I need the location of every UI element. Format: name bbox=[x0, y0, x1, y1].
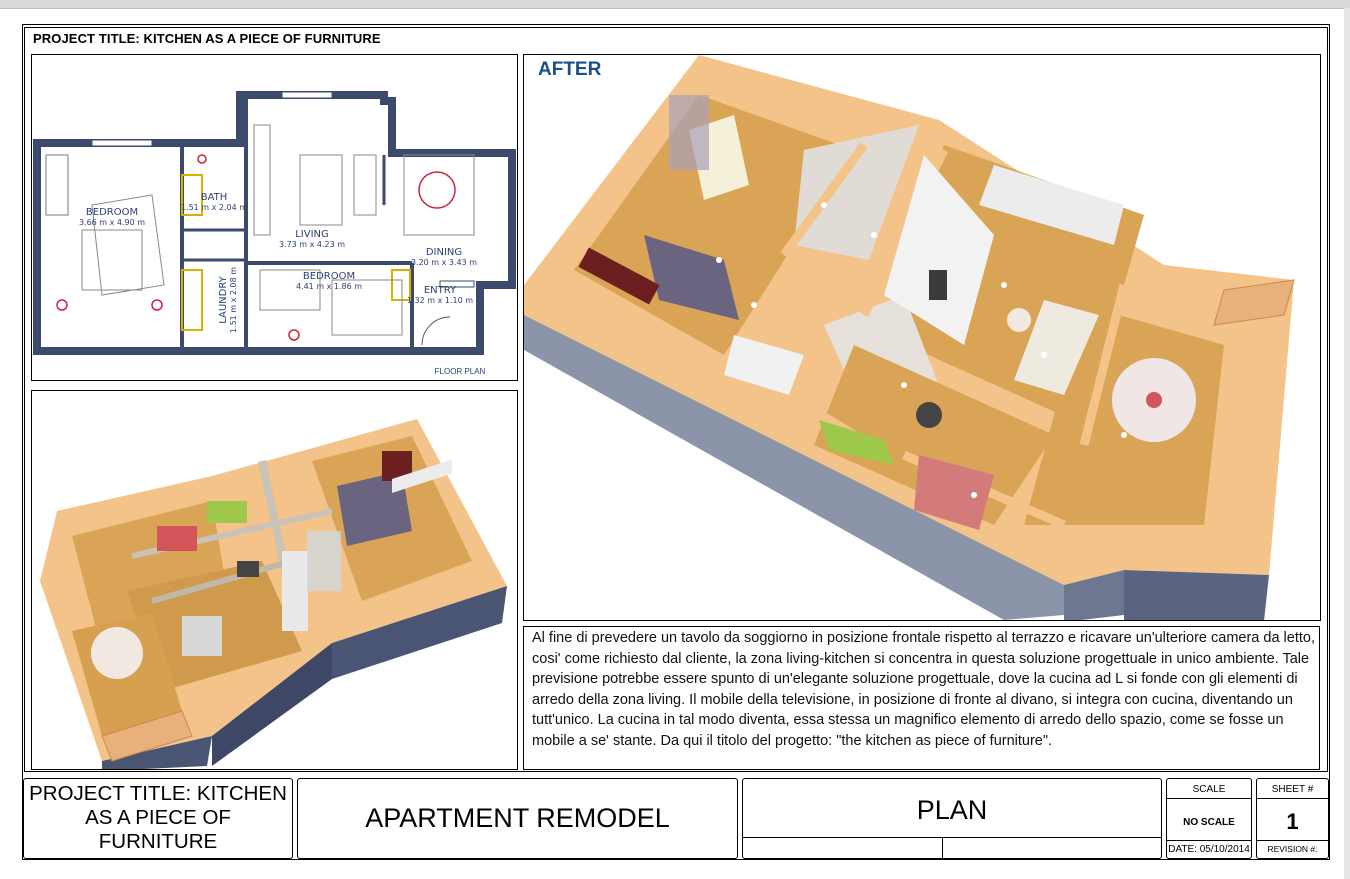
drawing-divider bbox=[743, 837, 1161, 838]
revision-label: REVISION #: bbox=[1267, 844, 1318, 854]
sheet-divider bbox=[1257, 798, 1328, 799]
title-block-sheet bbox=[1256, 778, 1329, 859]
title-block-scale bbox=[1166, 778, 1252, 859]
title-block-drawing bbox=[742, 778, 1162, 859]
project-description: Al fine di prevedere un tavolo da soggiorno in posizione frontale rispetto al terrazzo e ricavare un'ulteriore camera da letto, cosi' come richiesto dal cliente, la zona living-kitchen si concentra in questa soluzione progettuale in unico ambiente. Tale previsione potrebbe essere spunto di un'elegante soluzione progettuale, dove la cucina ad L si fonde con gli elementi di arredo della zona living. Il mobile della televisione, in posizione di fronte al divano, si integra con cucina, diventando un tutt'unico. La cucina in tal modo diventa, essa stessa un magnifico elemento di arredo dello spazio, come se fosse un mobile a se' stante. Da qui il titolo del progetto: "the kitchen as piece of furniture". bbox=[523, 626, 1320, 770]
date-divider bbox=[1167, 840, 1251, 841]
scale-label: SCALE bbox=[1192, 784, 1226, 795]
title-block-project-title: PROJECT TITLE: KITCHEN AS A PIECE OF FURNITURE bbox=[29, 782, 287, 853]
title-block-project bbox=[23, 778, 293, 859]
room-dims-laundry: 1.51 m x 2.08 m bbox=[229, 266, 238, 334]
drawing-date: DATE: 05/10/2014 bbox=[1168, 844, 1250, 855]
scale-value: NO SCALE bbox=[1183, 817, 1235, 828]
room-dims-dining: 3.20 m x 3.43 m bbox=[410, 258, 478, 267]
project-title-header: PROJECT TITLE: KITCHEN AS A PIECE OF FURNITURE bbox=[33, 31, 381, 46]
scrollbar-track[interactable] bbox=[1344, 8, 1350, 879]
room-label-bedroom-1: BEDROOM bbox=[85, 207, 139, 218]
room-dims-living: 3.73 m x 4.23 m bbox=[278, 240, 346, 249]
floor-plan-caption: FLOOR PLAN bbox=[434, 367, 486, 376]
room-label-entry: ENTRY bbox=[423, 285, 457, 296]
render-after-panel bbox=[523, 54, 1321, 621]
room-label-dining: DINING bbox=[425, 247, 463, 258]
room-label-living: LIVING bbox=[295, 229, 329, 240]
title-block-project-name bbox=[297, 778, 738, 859]
floor-plan-panel bbox=[31, 54, 518, 381]
room-dims-bedroom-2: 4.41 m x 1.86 m bbox=[295, 282, 363, 291]
sheet-number: 1 bbox=[1286, 809, 1299, 834]
room-label-bedroom-2: BEDROOM bbox=[302, 271, 356, 282]
window-top-bar bbox=[0, 0, 1350, 9]
sheet-label: SHEET # bbox=[1271, 784, 1314, 795]
room-dims-entry: 1.32 m x 1.10 m bbox=[406, 296, 474, 305]
revision-divider bbox=[1257, 840, 1328, 841]
render-3d-small-drawing bbox=[32, 391, 518, 770]
project-name: APARTMENT REMODEL bbox=[365, 803, 670, 833]
render-3d-small-panel bbox=[31, 390, 518, 770]
drawing-divider-vertical bbox=[942, 837, 943, 859]
drawing-title: PLAN bbox=[916, 795, 988, 825]
room-label-bath: BATH bbox=[200, 192, 228, 203]
scale-divider bbox=[1167, 798, 1251, 799]
after-label: AFTER bbox=[538, 59, 602, 80]
room-label-laundry: LAUNDRY bbox=[218, 276, 229, 324]
floor-plan-drawing bbox=[32, 55, 518, 381]
room-dims-bath: 1.51 m x 2.04 m bbox=[180, 203, 248, 212]
room-dims-bedroom-1: 3.66 m x 4.90 m bbox=[78, 218, 146, 227]
render-after-drawing bbox=[524, 55, 1321, 621]
